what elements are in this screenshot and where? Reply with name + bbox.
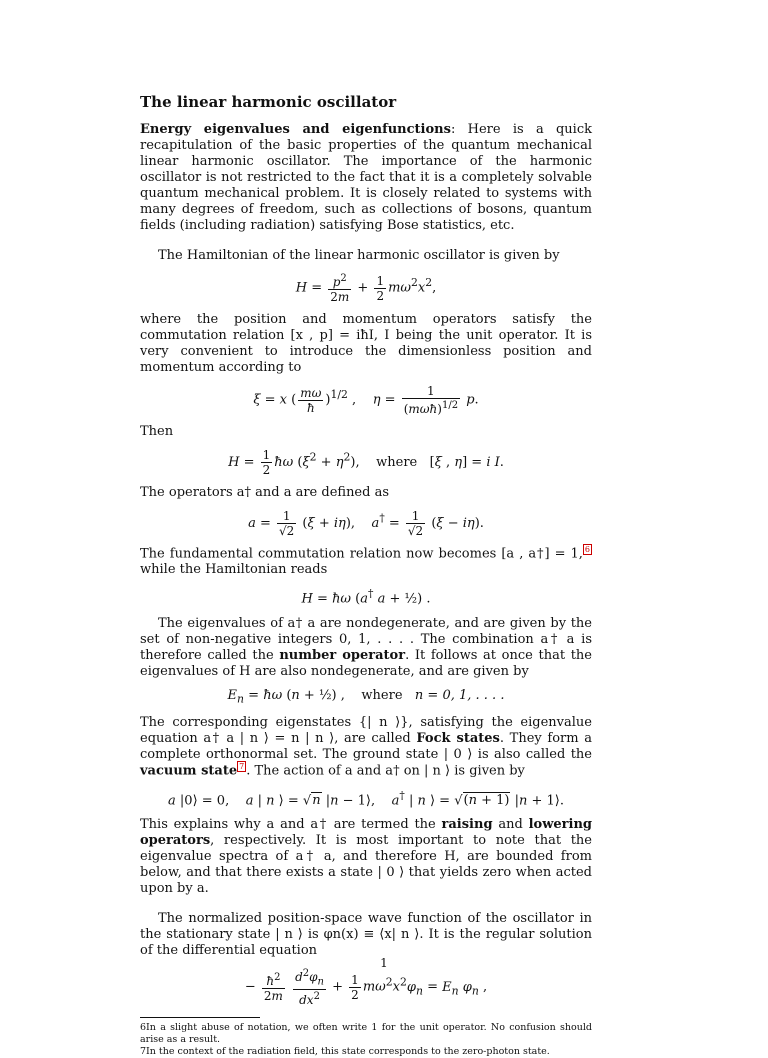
- footnote-mark-7[interactable]: 7: [239, 762, 245, 772]
- operators-paragraph: The operators a† and a are defined as: [140, 485, 390, 500]
- raising-text-1: This explains why a and a† are termed the: [140, 816, 442, 832]
- fundamental-text-a: The fundamental commutation relation now becomes [a , a†] = 1,: [140, 546, 583, 562]
- equation-dimensionless: ξ = x ( $\frac{m\omega}{ħ}$ )$^{1/2}$ , η = $\frac{1}{(m\omega ħ)^{1/2}}$ p.: [253, 384, 479, 416]
- fock-text-3: . The action of a and a† on | n ⟩ is given by: [246, 763, 525, 779]
- equation-n-range: n = 0, 1, . . . .: [414, 687, 505, 703]
- raising-paragraph: [140, 817, 592, 897]
- hamiltonian-intro: The Hamiltonian of the linear harmonic oscillator is given by: [158, 248, 560, 263]
- footnote-divider: [140, 1017, 260, 1018]
- equation-hamiltonian: H = $\frac{p^2}{2m}$ + $\frac{1}{2}$ $m\omega^2x^2$,: [295, 273, 437, 304]
- intro-paragraph: [140, 122, 592, 234]
- fock-text-1: The corresponding eigenstates {| n ⟩}, satisfying the eigenvalue equation a† a | n ⟩ = n | n ⟩, are called: [140, 715, 592, 747]
- raising-bold-lowering: lowering operators: [140, 816, 592, 848]
- eigen-bold-number-operator: number operator: [279, 647, 406, 663]
- equation-hamiltonian-ladder: H = ħω (a† a + ½) .: [301, 587, 431, 607]
- fundamental-paragraph: [140, 546, 592, 578]
- footnote-mark-6[interactable]: 6: [584, 545, 590, 554]
- eigen-text-1: The eigenvalues of a† a are nondegenerate, and are given by the set of non-negative integers 0, 1, . . . . The combination a† a is therefore called the: [140, 615, 592, 663]
- page-title: The linear harmonic oscillator: [140, 93, 397, 111]
- raising-bold-raising: raising: [441, 816, 493, 832]
- page-body: [140, 94, 592, 1058]
- eigenvalue-paragraph: [140, 616, 592, 680]
- fock-bold-vacuum-state: vacuum state: [140, 763, 238, 779]
- commutation-paragraph: where the position and momentum operators satisfy the commutation relation [x , p] = iħI, I being the unit operator. It is very convenient to introduce the dimensionless position and momentum according to: [140, 312, 592, 375]
- equation-schrodinger: − $\frac{ħ^2}{2m}$ $\frac{d^2\varphi_n}{dx^2}$ + $\frac{1}{2}$ $m\omega^2x^2\varphi_n = E_n$ $\varphi_n$ ,: [244, 967, 488, 1008]
- page-number: 1: [380, 956, 388, 970]
- footnote-7: 7In the context of the radiation field, this state corresponds to the zero-photon state.: [140, 1046, 550, 1058]
- equation-ladder-action: a |0⟩ = 0, a | n ⟩ = √n |n − 1⟩, a† | n ⟩ = √(n + 1) |n + 1⟩.: [168, 788, 564, 808]
- fock-bold-fock-states: Fock states: [416, 731, 500, 747]
- fock-paragraph: [140, 715, 592, 779]
- eigen-text-2: . It follows at once that the eigenvalues of H are also nondegenerate, and are given by: [140, 647, 592, 679]
- fundamental-text-b: while the Hamiltonian reads: [140, 562, 328, 578]
- wavefunction-paragraph: The normalized position-space wave function of the oscillator in the stationary state | n ⟩ is φn(x) ≡ ⟨x| n ⟩. It is the regular solution of the differential equation: [140, 910, 592, 958]
- then-label: Then: [140, 424, 174, 439]
- equation-ladder-operators: a = $\frac{1}{√2}$ (ξ + iη), a† = $\frac{1}{√2}$ (ξ − iη).: [248, 509, 484, 538]
- raising-text-2: and: [492, 816, 529, 832]
- intro-heading: Energy eigenvalues and eigenfunctions: [140, 122, 451, 137]
- raising-text-3: , respectively. It is most important to note that the eigenvalue spectra of a† a, and therefore H, are bounded from below, and that there exists a state | 0 ⟩ that yields zero when acted upon by a.: [140, 832, 592, 896]
- equation-energy-levels: $E_n$ = ħω (n + ½) , where n = 0, 1, . . . .: [227, 687, 505, 706]
- fock-text-2: . They form a complete orthonormal set. The ground state | 0 ⟩ is also called the: [140, 731, 593, 763]
- equation-where-label: where: [361, 687, 403, 703]
- equation-hamiltonian-dimensionless: H = $\frac{1}{2}$ ħω $(\xi^2 + \eta^2)$, where [ξ , η] = i I.: [228, 448, 504, 477]
- footnote-6: 6In a slight abuse of notation, we often write 1 for the unit operator. No confusion should arise as a result.: [140, 1022, 592, 1046]
- intro-text: : Here is a quick recapitulation of the basic properties of the quantum mechanical linear harmonic oscillator. The importance of the harmonic oscillator is not restricted to the fact that it is a completely solvable quantum mechanical problem. It is closely related to systems with many degrees of freedom, such as collections of bosons, quantum fields (including radiation) satisfying Bose statistics, etc.: [140, 122, 592, 233]
